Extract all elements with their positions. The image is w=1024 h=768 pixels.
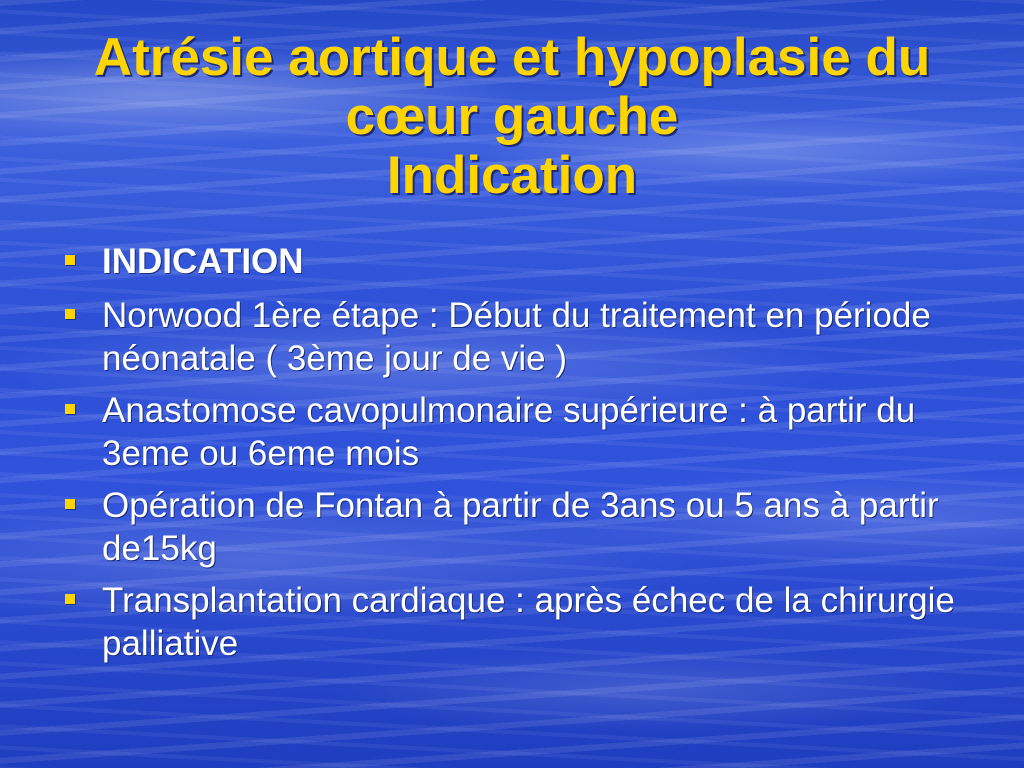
bullet-text-norwood: Norwood 1ère étape : Début du traitement en période néonatale ( 3ème jour de vie ): [102, 296, 931, 378]
square-bullet-icon: [65, 499, 75, 509]
square-bullet-icon: [65, 594, 75, 604]
bullet-item-transplantation: [62, 579, 984, 665]
bullet-text-transplantation: Transplantation cardiaque : après échec de la chirurgie palliative: [102, 581, 955, 663]
bullet-item-fontan: [62, 484, 984, 570]
bullet-text-anastomose: Anastomose cavopulmonaire supérieure : à partir du 3eme ou 6eme mois: [102, 391, 916, 473]
bullet-list: [62, 240, 984, 674]
title-line-3: Indication: [386, 146, 638, 205]
bullet-item-norwood: [62, 294, 984, 380]
square-bullet-icon: [65, 255, 75, 265]
title-line-2: cœur gauche: [345, 87, 679, 146]
square-bullet-icon: [65, 404, 75, 414]
bullet-text-fontan: Opération de Fontan à partir de 3ans ou 5 ans à partir de15kg: [102, 486, 939, 568]
bullet-text-indication: INDICATION: [102, 242, 304, 281]
bullet-item-anastomose: [62, 389, 984, 475]
square-bullet-icon: [65, 309, 75, 319]
title-line-1: Atrésie aortique et hypoplasie du: [93, 28, 931, 87]
bullet-item-indication: [62, 240, 984, 283]
slide-title: [36, 28, 988, 205]
